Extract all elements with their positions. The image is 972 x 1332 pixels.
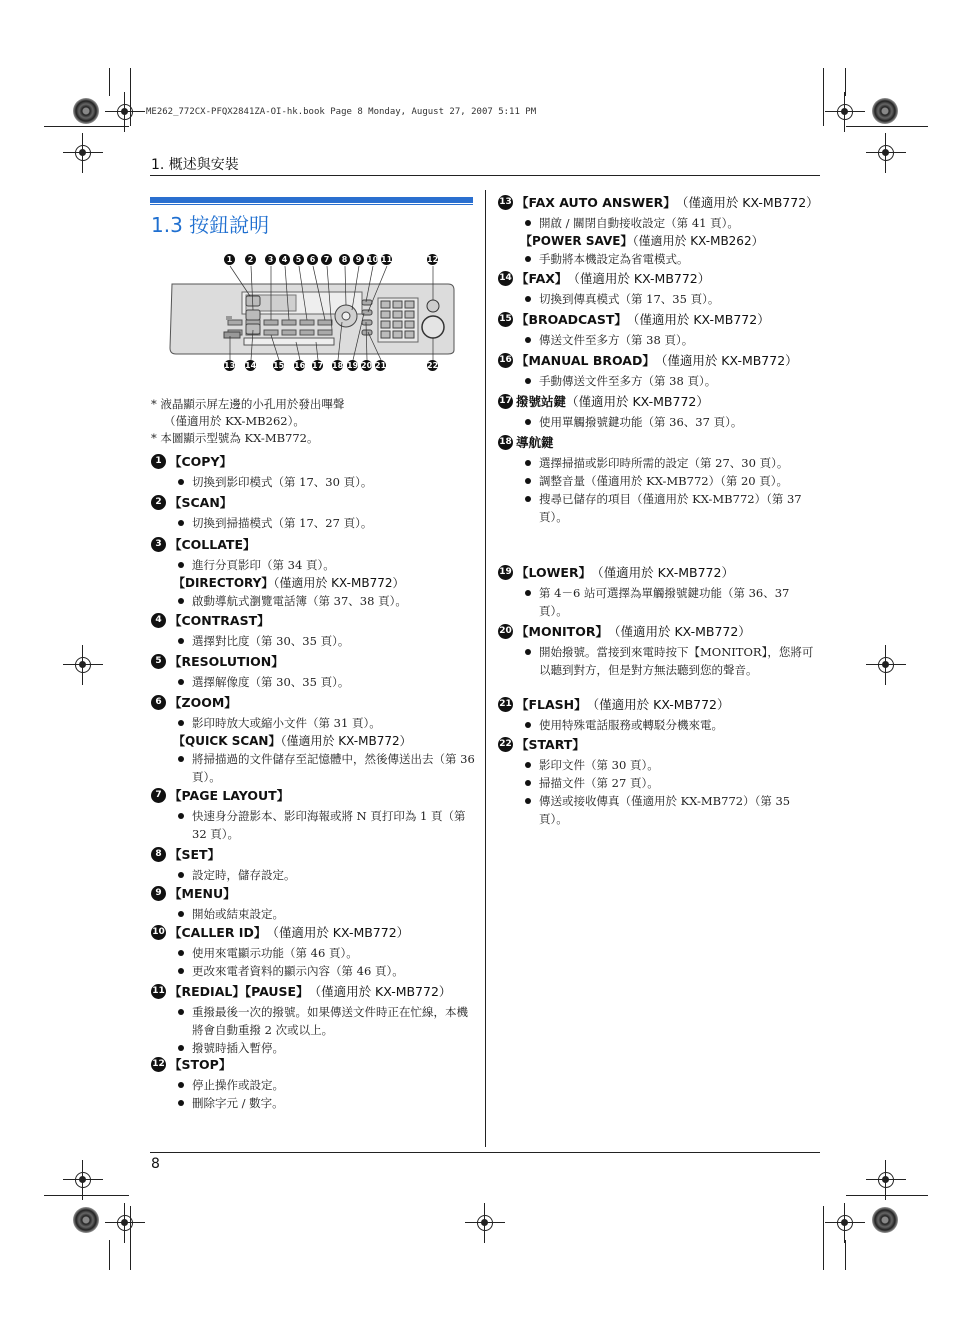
callout-1: 1: [224, 254, 235, 265]
crop-mark-icon: [866, 133, 906, 173]
button-name: 【FLASH】: [516, 697, 587, 712]
button-description-item: [151, 611, 475, 650]
item-heading: [151, 535, 475, 553]
bullet-text: 切換到傳真模式（第 17、35 頁）。: [539, 290, 820, 308]
item-number-badge: 11: [151, 984, 166, 999]
callout-8: 8: [339, 254, 350, 265]
button-description-item: [151, 493, 475, 532]
crop-mark-icon: [105, 1203, 145, 1243]
button-description-item: [151, 884, 475, 923]
item-heading: [498, 563, 820, 581]
item-number-badge: 5: [151, 654, 166, 669]
button-name: 【START】: [516, 737, 585, 752]
callout-5: 5: [293, 254, 304, 265]
item-heading: [498, 193, 820, 211]
bullet-text: 使用單觸撥號鍵功能（第 36、37 頁）。: [539, 413, 820, 431]
model-note: （僅適用於 KX-MB772）: [626, 312, 770, 327]
button-description-item: [151, 652, 475, 691]
model-note: （僅適用於 KX-MB772）: [566, 394, 709, 409]
callout-6: 6: [307, 254, 318, 265]
item-heading: [498, 433, 820, 451]
callout-12: 12: [427, 255, 439, 264]
button-description-item: [498, 392, 820, 431]
item-number-badge: 4: [151, 613, 166, 628]
item-number-badge: 18: [498, 435, 513, 450]
callout-10: 10: [367, 255, 379, 264]
item-number-badge: 8: [151, 847, 166, 862]
model-note: （僅適用於 KX-MB772）: [654, 353, 798, 368]
bullet-text: 選擇掃描或影印時所需的設定（第 27、30 頁）。: [539, 454, 820, 472]
bullet-text: 切換到影印模式（第 17、30 頁）。: [192, 473, 475, 491]
callout-18: 18: [332, 361, 344, 370]
bullet-text: 快速身分證影本、影印海報或將 N 頁打印為 1 頁（第 32 頁）。: [192, 807, 475, 843]
registration-disc-icon: [872, 98, 898, 124]
item-heading: [151, 493, 475, 511]
bullet-text: 刪除字元 / 數字。: [192, 1094, 475, 1112]
item-number-badge: 1: [151, 454, 166, 469]
item-number-badge: 17: [498, 394, 513, 409]
bullet-text: 手動將本機設定為省電模式。: [539, 250, 820, 268]
item-number-badge: 10: [151, 925, 166, 940]
bullet-text: 開啟 / 關閉自動接收設定（第 41 頁）。: [539, 214, 820, 232]
item-heading: [151, 845, 475, 863]
note-line: * 本圖顯示型號為 KX-MB772。: [151, 431, 319, 445]
item-heading: [151, 452, 475, 470]
item-number-badge: 14: [498, 271, 513, 286]
button-name: 【SCAN】: [169, 495, 233, 510]
button-description-item: [151, 1055, 475, 1112]
button-name: 【RESOLUTION】: [169, 654, 284, 669]
button-description-item: [151, 982, 475, 1057]
model-note: （僅適用於 KX-MB772）: [607, 624, 751, 639]
callout-21: 21: [375, 361, 387, 370]
button-name: 【CALLER ID】: [169, 925, 267, 940]
model-note: （僅適用於 KX-MB262）: [632, 234, 764, 248]
crop-mark-icon: [63, 645, 103, 685]
control-panel-figure: [166, 250, 456, 375]
button-name: 【POWER SAVE】: [520, 234, 633, 248]
button-description-item: [498, 695, 820, 734]
button-name: 【REDIAL】【PAUSE】: [169, 984, 309, 999]
bullet-text: 使用特殊電話服務或轉駁分機來電。: [539, 716, 820, 734]
button-name: 【MONITOR】: [516, 624, 608, 639]
button-name: 【CONTRAST】: [169, 613, 270, 628]
bullet-text: 傳送文件至多方（第 38 頁）。: [539, 331, 820, 349]
item-number-badge: 22: [498, 737, 513, 752]
callout-17: 17: [312, 361, 324, 370]
bullet-text: 開始撥號。當接到來電時按下【MONITOR】，您將可以聽到對方，但是對方無法聽到您的聲音。: [539, 643, 820, 679]
callout-7: 7: [321, 254, 332, 265]
item-heading: [498, 622, 820, 640]
button-description-item: [498, 563, 820, 620]
callout-22: 22: [427, 361, 439, 370]
button-name: 【BROADCAST】: [516, 312, 627, 327]
bullet-text: 開始或結束設定。: [192, 905, 475, 923]
callout-13: 13: [224, 361, 236, 370]
item-heading: [151, 652, 475, 670]
button-name: 【MENU】: [169, 886, 236, 901]
item-heading: [151, 611, 475, 629]
callout-2: 2: [245, 254, 256, 265]
button-description-item: [498, 433, 820, 526]
registration-disc-icon: [73, 1207, 99, 1233]
item-heading: [151, 693, 475, 711]
print-file-line: ME262_772CX-PFQX2841ZA-OI-hk.book Page 8 Monday, August 27, 2007 5:11 PM: [146, 107, 537, 117]
button-description-item: [151, 786, 475, 843]
button-description-item: [498, 622, 820, 679]
button-description-item: [151, 845, 475, 884]
button-description-item: [498, 193, 820, 268]
item-heading: [498, 735, 820, 753]
bullet-text: 影印時放大或縮小文件（第 31 頁）。: [192, 714, 475, 732]
callout-19: 19: [347, 361, 359, 370]
footer-rule: [150, 1152, 820, 1153]
bullet-text: 停止操作或設定。: [192, 1076, 475, 1094]
button-name: 【FAX】: [516, 271, 568, 286]
model-note: （僅適用於 KX-MB772）: [567, 271, 711, 286]
item-number-badge: 12: [151, 1057, 166, 1072]
button-name: 【COLLATE】: [169, 537, 256, 552]
chapter-header: 1. 概述與安裝: [151, 157, 239, 173]
button-name: 導航鍵: [516, 435, 554, 450]
item-number-badge: 3: [151, 537, 166, 552]
item-heading: [151, 982, 475, 1000]
column-divider: [485, 190, 486, 1147]
button-name: 【ZOOM】: [169, 695, 237, 710]
item-heading: [151, 1055, 475, 1073]
button-name: 【FAX AUTO ANSWER】: [516, 195, 676, 210]
bullet-text: 搜尋已儲存的項目（僅適用於 KX-MB772）（第 37 頁）。: [539, 490, 820, 526]
callout-16: 16: [294, 361, 306, 370]
sub-heading: [173, 574, 475, 592]
button-description-item: [151, 535, 475, 610]
button-description-item: [498, 735, 820, 828]
section-bar-line: [150, 204, 473, 205]
sub-heading: [173, 732, 475, 750]
item-heading: [498, 269, 820, 287]
bullet-text: 使用來電顯示功能（第 46 頁）。: [192, 944, 475, 962]
bullet-text: 選擇對比度（第 30、35 頁）。: [192, 632, 475, 650]
header-rule: [150, 175, 820, 176]
crop-mark-icon: [63, 133, 103, 173]
bullet-text: 第 4－6 站可選擇為單觸撥號鍵功能（第 36、37 頁）。: [539, 584, 820, 620]
crop-mark-icon: [866, 1160, 906, 1200]
callout-9: 9: [353, 254, 364, 265]
button-name: 【MANUAL BROAD】: [516, 353, 655, 368]
button-name: 撥號站鍵: [516, 394, 567, 409]
bullet-text: 重撥最後一次的撥號。如果傳送文件時正在忙線，本機將會自動重撥 2 次或以上。: [192, 1003, 475, 1039]
item-heading: [498, 392, 820, 410]
bullet-text: 設定時，儲存設定。: [192, 866, 475, 884]
crop-mark-icon: [63, 1160, 103, 1200]
bullet-text: 進行分頁影印（第 34 頁）。: [192, 556, 475, 574]
button-name: 【SET】: [169, 847, 221, 862]
button-description-item: [151, 923, 475, 980]
item-number-badge: 20: [498, 624, 513, 639]
button-description-item: [498, 351, 820, 390]
button-name: 【DIRECTORY】: [173, 576, 274, 590]
callout-3: 3: [265, 254, 276, 265]
crop-mark-icon: [825, 1203, 865, 1243]
item-number-badge: 15: [498, 312, 513, 327]
page-number: 8: [151, 1156, 160, 1172]
sub-heading: [520, 232, 820, 250]
item-number-badge: 21: [498, 697, 513, 712]
bullet-text: 手動傳送文件至多方（第 38 頁）。: [539, 372, 820, 390]
button-description-item: [498, 269, 820, 308]
bullet-text: 更改來電者資料的顯示內容（第 46 頁）。: [192, 962, 475, 980]
bullet-text: 啟動導航式瀏覽電話簿（第 37、38 頁）。: [192, 592, 475, 610]
bullet-text: 撥號時插入暫停。: [192, 1039, 475, 1057]
button-name: 【COPY】: [169, 454, 233, 469]
button-name: 【STOP】: [169, 1057, 232, 1072]
section-title: 1.3 按鈕說明: [151, 213, 270, 237]
button-name: 【QUICK SCAN】: [173, 734, 281, 748]
item-number-badge: 7: [151, 788, 166, 803]
item-heading: [151, 884, 475, 902]
item-number-badge: 13: [498, 195, 513, 210]
callout-20: 20: [361, 361, 373, 370]
bullet-text: 將掃描過的文件儲存至記憶體中，然後傳送出去（第 36 頁）。: [192, 752, 475, 784]
bullet-text: 掃描文件（第 27 頁）。: [539, 774, 820, 792]
button-description-item: [151, 452, 475, 491]
callout-14: 14: [245, 361, 257, 370]
section-bar: [150, 197, 473, 203]
button-description-item: [498, 310, 820, 349]
note-line: （僅適用於 KX-MB262）。: [164, 414, 305, 428]
crop-mark-icon: [866, 645, 906, 685]
bullet-text: 切換到掃描模式（第 17、27 頁）。: [192, 514, 475, 532]
note-line: * 液晶顯示屏左邊的小孔用於發出嗶聲: [151, 397, 345, 411]
registration-disc-icon: [872, 1207, 898, 1233]
item-heading: [151, 786, 475, 804]
item-heading: [498, 351, 820, 369]
bullet-text: 傳送或接收傳真（僅適用於 KX-MB772）（第 35 頁）。: [539, 792, 820, 828]
item-number-badge: 6: [151, 695, 166, 710]
button-name: 【LOWER】: [516, 565, 592, 580]
bullet-text: 調整音量（僅適用於 KX-MB772）（第 20 頁）。: [539, 472, 820, 490]
bullet-text: 選擇解像度（第 30、35 頁）。: [192, 673, 475, 691]
control-panel-illustration: [166, 250, 456, 375]
item-number-badge: 16: [498, 353, 513, 368]
item-number-badge: 19: [498, 565, 513, 580]
registration-disc-icon: [73, 98, 99, 124]
model-note: （僅適用於 KX-MB772）: [273, 576, 405, 590]
item-heading: [151, 923, 475, 941]
model-note: （僅適用於 KX-MB772）: [675, 195, 819, 210]
model-note: （僅適用於 KX-MB772）: [591, 565, 734, 580]
model-note: （僅適用於 KX-MB772）: [280, 734, 412, 748]
model-note: （僅適用於 KX-MB772）: [266, 925, 410, 940]
bullet-text: 影印文件（第 30 頁）。: [539, 756, 820, 774]
item-number-badge: 2: [151, 495, 166, 510]
callout-15: 15: [273, 361, 285, 370]
crop-mark-icon: [465, 1203, 505, 1243]
item-heading: [498, 310, 820, 328]
item-heading: [498, 695, 820, 713]
model-note: （僅適用於 KX-MB772）: [586, 697, 730, 712]
callout-4: 4: [279, 254, 290, 265]
item-number-badge: 9: [151, 886, 166, 901]
button-name: 【PAGE LAYOUT】: [169, 788, 290, 803]
button-description-item: [151, 693, 475, 786]
model-note: （僅適用於 KX-MB772）: [308, 984, 452, 999]
callout-11: 11: [381, 255, 393, 264]
